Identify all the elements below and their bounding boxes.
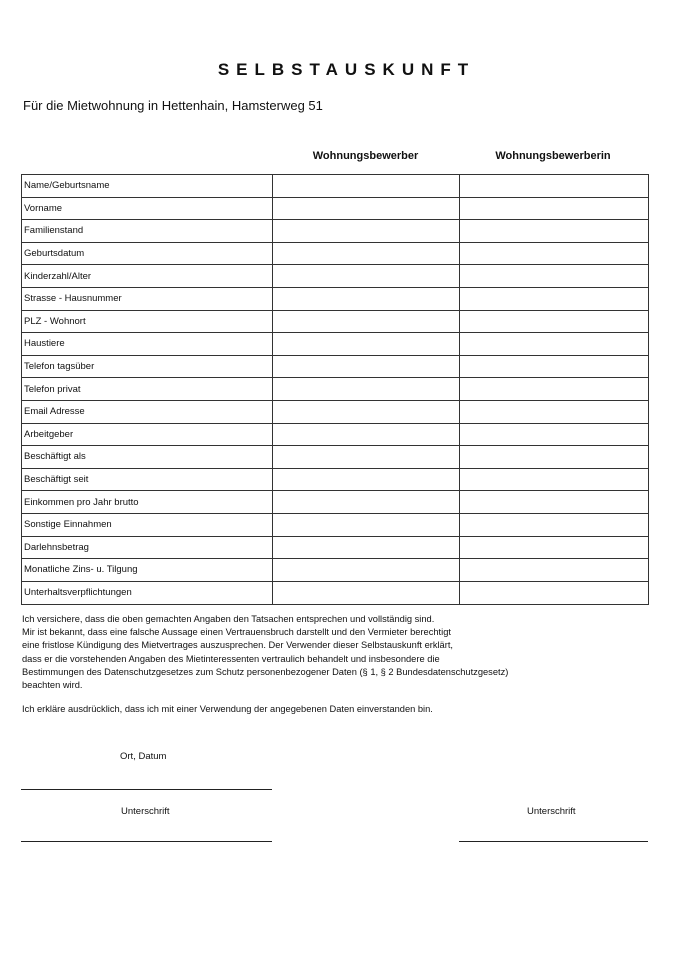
applicant-female-field[interactable] bbox=[460, 265, 649, 288]
applicant-male-field[interactable] bbox=[273, 423, 460, 446]
table-row bbox=[22, 446, 649, 469]
declaration-text bbox=[22, 613, 652, 692]
applicant-female-field[interactable] bbox=[460, 581, 649, 604]
applicant-female-field[interactable] bbox=[460, 310, 649, 333]
applicant-female-field[interactable] bbox=[460, 378, 649, 401]
row-label: Darlehnsbetrag bbox=[22, 536, 273, 559]
applicant-female-field[interactable] bbox=[460, 559, 649, 582]
row-label: Beschäftigt als bbox=[22, 446, 273, 469]
table-row bbox=[22, 581, 649, 604]
applicant-male-field[interactable] bbox=[273, 333, 460, 356]
declaration-line: Mir ist bekannt, dass eine falsche Aussage einen Vertrauensbruch darstellt und den Vermieter berechtigt bbox=[22, 627, 451, 638]
signature-line-right[interactable] bbox=[459, 841, 648, 842]
applicant-male-field[interactable] bbox=[273, 400, 460, 423]
applicant-male-field[interactable] bbox=[273, 378, 460, 401]
row-label: Strasse - Hausnummer bbox=[22, 287, 273, 310]
table-row bbox=[22, 491, 649, 514]
row-label: Arbeitgeber bbox=[22, 423, 273, 446]
applicant-male-field[interactable] bbox=[273, 513, 460, 536]
applicant-female-field[interactable] bbox=[460, 287, 649, 310]
place-date-label: Ort, Datum bbox=[120, 751, 167, 762]
applicant-male-field[interactable] bbox=[273, 242, 460, 265]
row-label: Beschäftigt seit bbox=[22, 468, 273, 491]
applicant-female-field[interactable] bbox=[460, 197, 649, 220]
applicant-form-table bbox=[21, 174, 649, 605]
applicant-female-field[interactable] bbox=[460, 491, 649, 514]
applicant-male-field[interactable] bbox=[273, 536, 460, 559]
row-label: Geburtsdatum bbox=[22, 242, 273, 265]
row-label: Unterhaltsverpflichtungen bbox=[22, 581, 273, 604]
declaration-line: eine fristlose Kündigung des Mietvertrages auszusprechen. Der Verwender dieser Selbstauskunft erklärt, bbox=[22, 640, 453, 651]
row-label: Familienstand bbox=[22, 220, 273, 243]
applicant-male-field[interactable] bbox=[273, 559, 460, 582]
applicant-female-field[interactable] bbox=[460, 446, 649, 469]
table-row bbox=[22, 400, 649, 423]
applicant-female-field[interactable] bbox=[460, 423, 649, 446]
applicant-male-field[interactable] bbox=[273, 468, 460, 491]
row-label: Vorname bbox=[22, 197, 273, 220]
applicant-female-field[interactable] bbox=[460, 333, 649, 356]
declaration-line: beachten wird. bbox=[22, 680, 83, 691]
table-row bbox=[22, 242, 649, 265]
row-label: Kinderzahl/Alter bbox=[22, 265, 273, 288]
table-row bbox=[22, 513, 649, 536]
applicant-female-field[interactable] bbox=[460, 355, 649, 378]
row-label: Monatliche Zins- u. Tilgung bbox=[22, 559, 273, 582]
applicant-male-field[interactable] bbox=[273, 310, 460, 333]
signature-line-left[interactable] bbox=[21, 841, 272, 842]
signature-label-right: Unterschrift bbox=[527, 806, 576, 817]
applicant-female-field[interactable] bbox=[460, 220, 649, 243]
table-row bbox=[22, 378, 649, 401]
applicant-female-field[interactable] bbox=[460, 536, 649, 559]
table-row bbox=[22, 468, 649, 491]
column-header-applicant-female: Wohnungsbewerberin bbox=[495, 150, 611, 162]
applicant-male-field[interactable] bbox=[273, 265, 460, 288]
table-row bbox=[22, 287, 649, 310]
declaration-line: dass er die vorstehenden Angaben des Mietinteressenten vertraulich behandelt und insbesondere die bbox=[22, 653, 440, 664]
column-header-applicant-male: Wohnungsbewerber bbox=[312, 150, 419, 162]
document-title: SELBSTAUSKUNFT bbox=[217, 60, 476, 79]
row-label: Haustiere bbox=[22, 333, 273, 356]
row-label: Telefon privat bbox=[22, 378, 273, 401]
applicant-female-field[interactable] bbox=[460, 468, 649, 491]
applicant-male-field[interactable] bbox=[273, 446, 460, 469]
declaration-line: Ich versichere, dass die oben gemachten Angaben den Tatsachen entsprechen und vollständig sind. bbox=[22, 614, 435, 624]
applicant-male-field[interactable] bbox=[273, 287, 460, 310]
table-row bbox=[22, 355, 649, 378]
applicant-female-field[interactable] bbox=[460, 175, 649, 198]
row-label: Telefon tagsüber bbox=[22, 355, 273, 378]
table-row bbox=[22, 536, 649, 559]
consent-text: Ich erkläre ausdrücklich, dass ich mit einer Verwendung der angegebenen Daten einverstanden bin. bbox=[22, 704, 433, 714]
row-label: PLZ - Wohnort bbox=[22, 310, 273, 333]
applicant-male-field[interactable] bbox=[273, 581, 460, 604]
row-label: Sonstige Einnahmen bbox=[22, 513, 273, 536]
applicant-male-field[interactable] bbox=[273, 491, 460, 514]
applicant-female-field[interactable] bbox=[460, 242, 649, 265]
applicant-male-field[interactable] bbox=[273, 175, 460, 198]
table-row bbox=[22, 423, 649, 446]
table-row bbox=[22, 310, 649, 333]
applicant-male-field[interactable] bbox=[273, 355, 460, 378]
document-subtitle: Für die Mietwohnung in Hettenhain, Hamsterweg 51 bbox=[23, 98, 323, 113]
table-row bbox=[22, 197, 649, 220]
applicant-male-field[interactable] bbox=[273, 197, 460, 220]
place-date-line[interactable] bbox=[21, 789, 272, 790]
table-row bbox=[22, 265, 649, 288]
signature-label-left: Unterschrift bbox=[121, 806, 170, 817]
table-row bbox=[22, 175, 649, 198]
table-row bbox=[22, 559, 649, 582]
applicant-female-field[interactable] bbox=[460, 400, 649, 423]
row-label: Email Adresse bbox=[22, 400, 273, 423]
row-label: Einkommen pro Jahr brutto bbox=[22, 491, 273, 514]
row-label: Name/Geburtsname bbox=[22, 175, 273, 198]
table-row bbox=[22, 220, 649, 243]
applicant-male-field[interactable] bbox=[273, 220, 460, 243]
table-row bbox=[22, 333, 649, 356]
declaration-line: Bestimmungen des Datenschutzgesetzes zum Schutz personenbezogener Daten (§ 1, § 2 Bundesdatenschutzgesetz) bbox=[22, 666, 509, 677]
applicant-female-field[interactable] bbox=[460, 513, 649, 536]
